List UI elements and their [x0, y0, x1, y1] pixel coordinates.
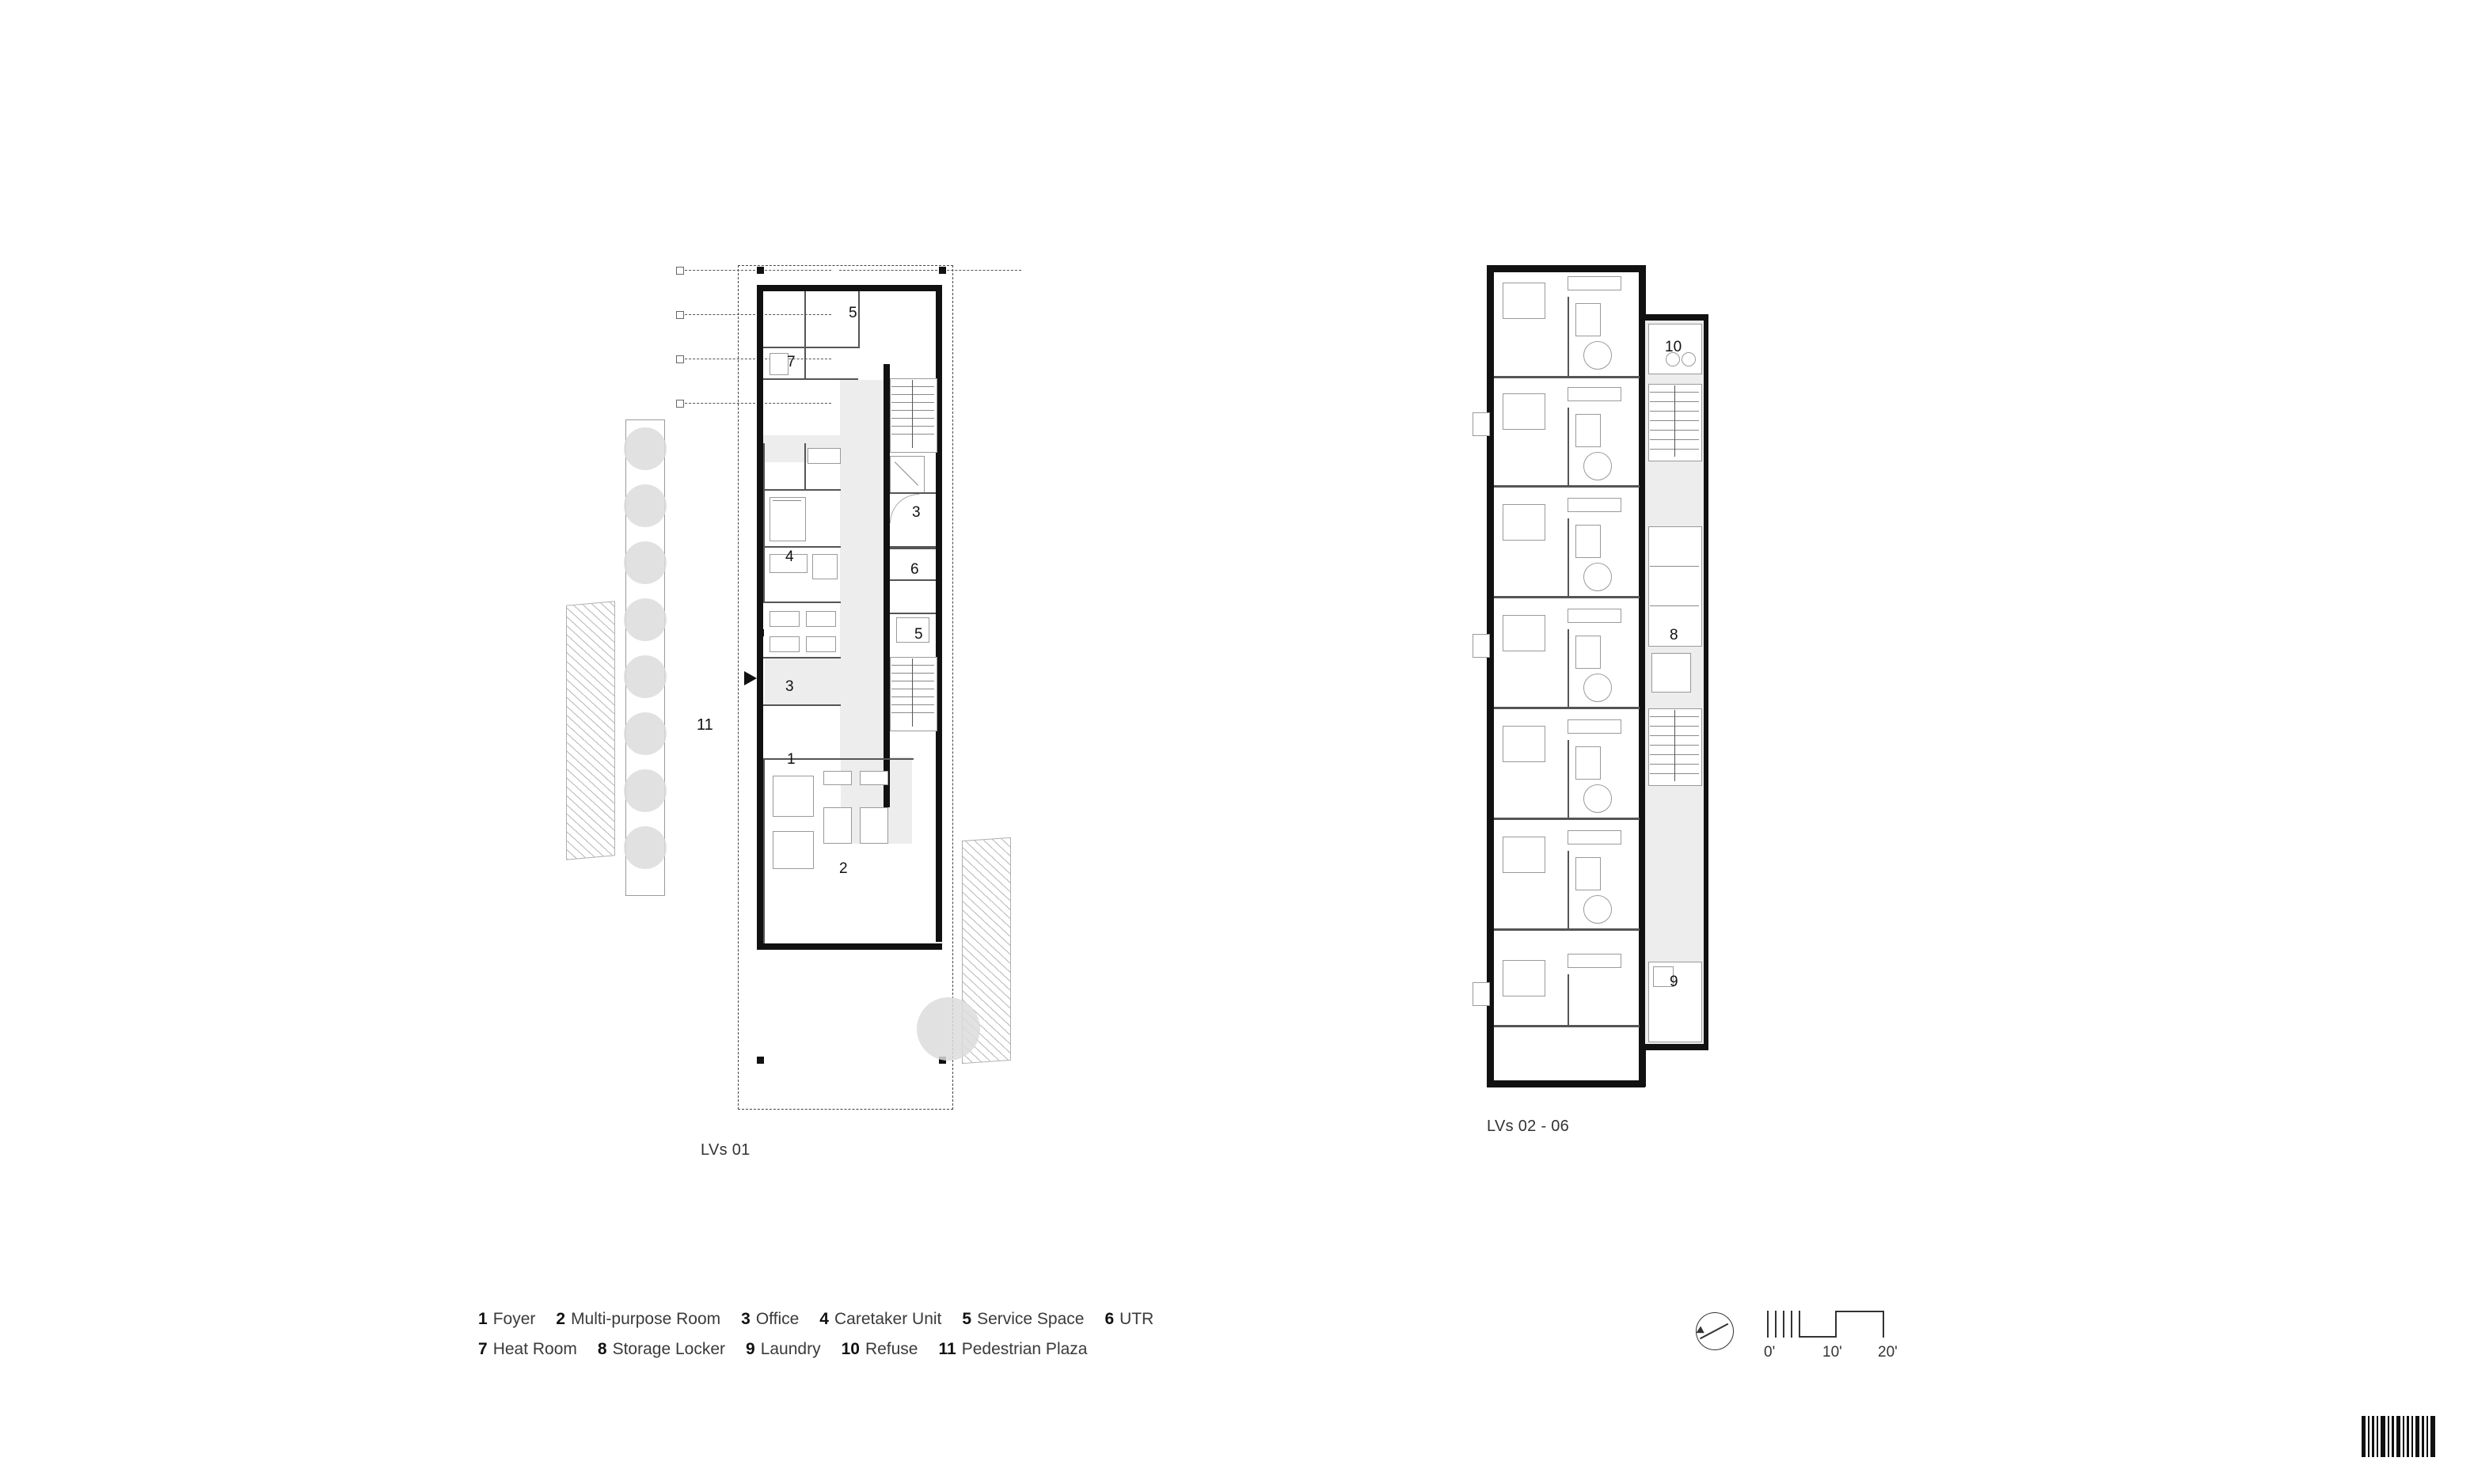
partition	[763, 758, 765, 943]
kitchen-counter	[1568, 498, 1621, 512]
site-tick-line	[681, 270, 831, 271]
legend-item-refuse	[842, 1340, 918, 1359]
unit-party-wall	[1494, 928, 1640, 931]
legend-number: 7	[478, 1340, 488, 1358]
stair-tread	[891, 402, 934, 403]
legend-number: 1	[478, 1310, 488, 1328]
kitchen-counter	[1568, 276, 1621, 290]
service-bar-wall-bottom	[1639, 1044, 1708, 1050]
stair-upper	[890, 378, 937, 453]
legend-label: Caretaker Unit	[834, 1310, 942, 1328]
tree-canopy	[624, 541, 667, 584]
tree-canopy	[624, 598, 667, 641]
scale-tick-10: 10'	[1822, 1344, 1842, 1361]
balcony	[1473, 634, 1490, 658]
partition	[763, 546, 841, 548]
bed-furniture	[770, 497, 806, 541]
partition	[1568, 518, 1569, 596]
dining-table	[1583, 452, 1612, 480]
scale-labels	[1764, 1344, 1933, 1361]
stair-tread	[891, 665, 934, 666]
scale-tick-20: 20'	[1878, 1344, 1898, 1361]
partition	[858, 291, 860, 348]
scale-tick-0: 0'	[1764, 1344, 1776, 1361]
plan-caption-lv0206: LVs 02 - 06	[1487, 1118, 1570, 1135]
service-core-wall	[884, 364, 890, 807]
kitchen-counter	[1568, 609, 1621, 623]
tree-canopy	[624, 484, 667, 527]
plan-caption-lv01: LVs 01	[701, 1141, 751, 1159]
legend-number: 4	[819, 1310, 829, 1328]
room-number: 9	[1670, 974, 1678, 990]
desk-furniture	[806, 636, 836, 652]
legend-number: 8	[597, 1340, 607, 1358]
scale-bar	[1764, 1306, 1933, 1361]
kitchen-counter	[808, 448, 841, 464]
bathroom-fixture	[1575, 857, 1601, 890]
room-number: 5	[849, 305, 857, 321]
service-bar-wall-top	[1639, 314, 1708, 321]
partition	[890, 579, 936, 581]
cabinet-furniture	[860, 771, 888, 785]
foyer-fill	[765, 659, 841, 704]
room-number: 3	[785, 678, 794, 695]
legend-number: 3	[741, 1310, 751, 1328]
legend-item-pedestrian-plaza	[939, 1340, 1088, 1359]
exterior-wall-top	[757, 285, 942, 291]
partition	[1568, 974, 1569, 1025]
partition	[804, 443, 806, 489]
bathroom-fixture	[1575, 746, 1601, 780]
legend-number: 2	[556, 1310, 566, 1328]
kitchen-counter	[1568, 719, 1621, 734]
stair-tread	[891, 394, 934, 395]
scale-ticks	[1767, 1306, 1917, 1341]
unit-party-wall	[1494, 707, 1640, 709]
bed-furniture	[1503, 726, 1545, 762]
legend-label: Pedestrian Plaza	[961, 1340, 1088, 1358]
elevator-cab	[1651, 653, 1691, 693]
exterior-wall-top	[1487, 265, 1645, 272]
stair-upper	[1648, 384, 1702, 461]
kitchen-counter	[1568, 830, 1621, 844]
building-lv01	[757, 285, 947, 1076]
bed-furniture	[1503, 504, 1545, 541]
legend-item-foyer	[478, 1310, 535, 1329]
partition	[890, 548, 936, 549]
room-number: 6	[910, 561, 919, 578]
legend-label: Foyer	[492, 1310, 536, 1328]
legend-label: Refuse	[865, 1340, 918, 1358]
exterior-wall-bottom	[1487, 1080, 1645, 1087]
legend-number: 11	[938, 1340, 956, 1358]
legend-number: 6	[1104, 1310, 1115, 1328]
stair-lower	[1648, 708, 1702, 786]
balcony	[1473, 982, 1490, 1006]
room-number: 11	[697, 716, 713, 734]
barcode	[2362, 1416, 2438, 1457]
exterior-wall-left	[1487, 265, 1494, 1087]
site-marker	[676, 267, 684, 275]
legend-label: Heat Room	[492, 1340, 577, 1358]
partition	[763, 489, 841, 491]
partition	[763, 443, 765, 602]
kitchen-counter	[1568, 387, 1621, 401]
kitchen-counter	[1568, 954, 1621, 968]
heat-room-equipment	[770, 353, 789, 375]
exterior-wall-left	[757, 285, 763, 950]
desk-furniture	[770, 636, 800, 652]
legend-label: Service Space	[977, 1310, 1085, 1328]
partition	[763, 347, 858, 348]
partition	[1568, 297, 1569, 376]
counter-furniture	[823, 771, 852, 785]
bed-furniture	[1503, 960, 1545, 996]
unit-party-wall	[1494, 818, 1640, 820]
locker-divider	[1650, 605, 1699, 606]
room-number: 10	[1665, 339, 1682, 355]
bed-furniture	[1503, 283, 1545, 319]
stair-handrail	[1674, 710, 1675, 781]
partition	[1568, 629, 1569, 707]
partition	[763, 378, 858, 380]
tree-canopy	[624, 769, 667, 812]
tree-canopy	[624, 826, 667, 869]
dining-table	[1583, 341, 1612, 370]
tree-canopy	[624, 712, 667, 755]
room-number: 5	[914, 626, 923, 643]
building-lv0206	[1473, 265, 1742, 1096]
legend-item-multi-purpose-room	[556, 1310, 720, 1329]
stair-tread	[891, 712, 934, 713]
site-marker	[676, 311, 684, 319]
entrance-arrow	[744, 671, 757, 685]
legend-item-utr	[1104, 1310, 1153, 1329]
stair-handrail	[1674, 385, 1675, 457]
tree-canopy	[624, 427, 667, 470]
bed-furniture	[1503, 837, 1545, 873]
stair-tread	[891, 386, 934, 387]
north-arrow-icon	[1696, 1312, 1743, 1360]
stair-tread	[891, 426, 934, 427]
dining-table	[1583, 895, 1612, 924]
partition	[1568, 740, 1569, 818]
plaza-paving-hatch	[566, 601, 615, 860]
service-equipment	[896, 617, 929, 643]
desk-furniture	[806, 611, 836, 627]
grid-marker	[939, 267, 946, 274]
bed-furniture	[1503, 615, 1545, 651]
dining-table	[1583, 674, 1612, 702]
bed-furniture	[1503, 393, 1545, 430]
legend-label: UTR	[1119, 1310, 1154, 1328]
stair-tread	[891, 704, 934, 705]
legend-item-storage-locker	[598, 1340, 725, 1359]
table-furniture	[812, 554, 838, 579]
unit-party-wall	[1494, 485, 1640, 488]
partition	[1568, 851, 1569, 928]
unit-party-wall	[1494, 376, 1640, 378]
stair-tread	[891, 673, 934, 674]
legend-item-heat-room	[478, 1340, 577, 1359]
plan-lv02-06	[1457, 253, 1789, 1135]
legend-row	[478, 1340, 1428, 1359]
legend-number: 10	[841, 1340, 860, 1358]
legend-number: 5	[962, 1310, 972, 1328]
legend	[478, 1310, 1428, 1370]
exterior-wall-bottom	[757, 943, 942, 950]
legend-number: 9	[746, 1340, 755, 1358]
room-number: 1	[787, 751, 796, 768]
stair-handrail	[912, 380, 913, 448]
partition	[763, 758, 914, 760]
site-marker	[676, 355, 684, 363]
room-number: 7	[787, 354, 796, 370]
plan-lv01	[602, 237, 1156, 1159]
partition	[763, 704, 841, 706]
stair-tread	[891, 418, 934, 419]
room-number: 4	[785, 548, 794, 565]
legend-label: Office	[755, 1310, 800, 1328]
balcony	[1473, 412, 1490, 436]
bathroom-fixture	[1575, 636, 1601, 669]
room-number: 8	[1670, 627, 1678, 643]
pillow	[773, 500, 801, 501]
partition	[804, 348, 806, 378]
legend-label: Laundry	[760, 1340, 821, 1358]
dining-table	[1583, 784, 1612, 813]
grid-marker	[757, 267, 764, 274]
stair-tread	[891, 696, 934, 697]
legend-item-caretaker-unit	[819, 1310, 941, 1329]
locker-divider	[1650, 566, 1699, 567]
table-furniture	[823, 807, 852, 844]
unit-party-wall	[1494, 596, 1640, 598]
stair-handrail	[912, 659, 913, 727]
bathroom-fixture	[1575, 303, 1601, 336]
legend-label: Multi-purpose Room	[571, 1310, 721, 1328]
bathroom-fixture	[1575, 525, 1601, 558]
lounge-seating	[773, 831, 814, 869]
stair-lower	[890, 657, 937, 731]
legend-item-service-space	[962, 1310, 1084, 1329]
partition	[804, 291, 806, 347]
dining-table	[1583, 563, 1612, 591]
site-marker	[676, 400, 684, 408]
legend-item-office	[741, 1310, 799, 1329]
refuse-bin	[1682, 352, 1696, 366]
stair-tread	[891, 410, 934, 411]
tree-canopy	[624, 655, 667, 698]
partition	[763, 602, 841, 603]
partition	[890, 613, 936, 614]
unit-party-wall	[1494, 1025, 1640, 1027]
legend-row	[478, 1310, 1428, 1329]
lounge-seating	[773, 776, 814, 817]
table-furniture	[860, 807, 888, 844]
partition	[1568, 408, 1569, 485]
stair-tread	[891, 434, 934, 435]
site-tick-line	[839, 270, 1021, 271]
legend-label: Storage Locker	[612, 1340, 726, 1358]
desk-furniture	[770, 611, 800, 627]
room-number: 3	[912, 504, 921, 521]
bathroom-fixture	[1575, 414, 1601, 447]
room-number: 2	[839, 860, 848, 877]
legend-item-laundry	[746, 1340, 821, 1359]
